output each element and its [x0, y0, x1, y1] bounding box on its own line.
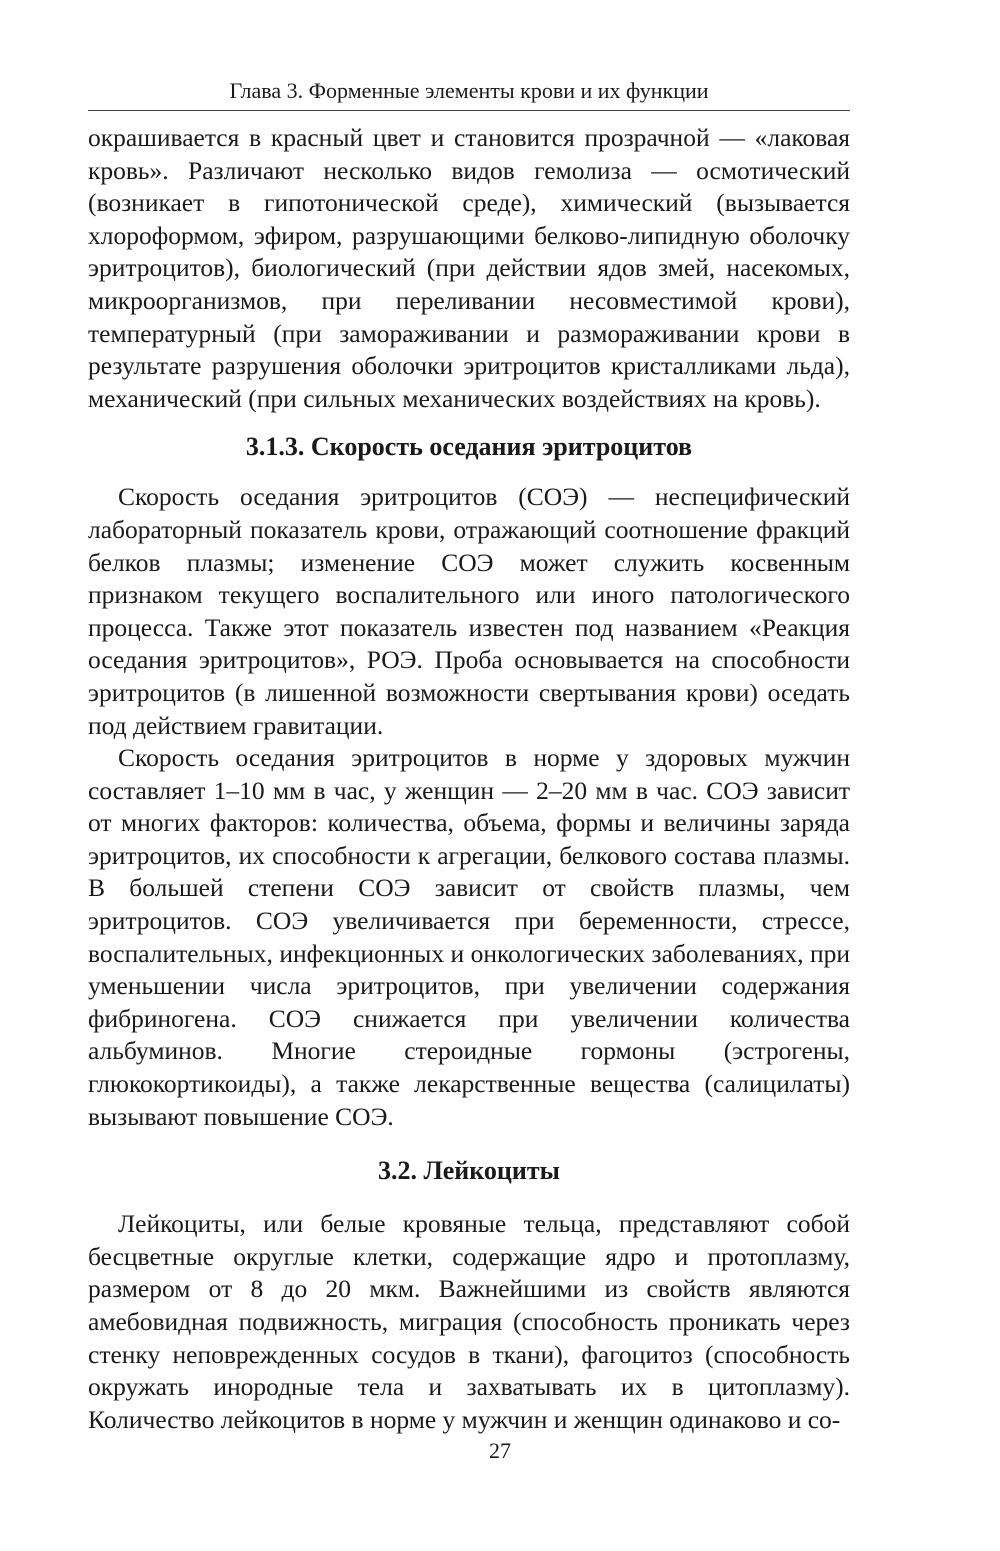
running-header: Глава 3. Форменные элементы крови и их функции	[229, 78, 709, 103]
paragraph-hemolysis-types: окрашивается в красный цвет и становится прозрачной — «лаковая кровь». Различают несколько видов гемолиза — осмотический (возникает в гипотонической среде), химический (вызывается хлороформом, эфиром, разрушающими белково-липидную оболочку эритроцитов), биологический (при действии ядов змей, насекомых, микроорганизмов, при переливании несовместимой крови), температурный (при замораживании и размораживании крови в результате разрушения оболочки эритроцитов кристалликами льда), механический (при сильных механических воздействиях на кровь).	[88, 123, 850, 413]
header-rule	[88, 110, 850, 111]
section-heading-3-1-3: 3.1.3. Скорость оседания эритроцитов	[245, 432, 693, 462]
page-body	[88, 122, 850, 1436]
paragraph-esr-definition: Скорость оседания эритроцитов (СОЭ) — неспецифический лабораторный показатель крови, отражающий соотношение фракций белков плазмы; изменение СОЭ может служить косвенным признаком текущего воспалительного или иного патологического процесса. Также этот показатель известен под названием «Реакция оседания эритроцитов», РОЭ. Проба основывается на способности эритроцитов (в лишенной возможности свертывания крови) оседать под действием гравитации.	[88, 482, 850, 740]
paragraph-esr-norms: Скорость оседания эритроцитов в норме у здоровых мужчин составляет 1–10 мм в час, у женщин — 2–20 мм в час. СОЭ зависит от многих факторов: количества, объема, формы и величины заряда эритроцитов, их способности к агрегации, белкового состава плазмы. В большей степени СОЭ зависит от свойств плазмы, чем эритроцитов. СОЭ увеличивается при беременности, стрессе, воспалительных, инфекционных и онкологических заболеваниях, при уменьшении числа эритроцитов, при увеличении содержания фибриногена. СОЭ снижается при увеличении количества альбуминов. Многие стероидные гормоны (эстрогены, глюкокортикоиды), а также лекарственные вещества (салицилаты) вызывают повышение СОЭ.	[88, 743, 850, 1131]
section-heading-3-2: 3.2. Лейкоциты	[378, 1156, 560, 1186]
page-number: 27	[489, 1438, 511, 1463]
paragraph-leukocytes: Лейкоциты, или белые кровяные тельца, представляют собой бесцветные округлые клетки, содержащие ядро и протоплазму, размером от 8 до 20 мкм. Важнейшими из свойств являются амебовидная подвижность, миграция (способность проникать через стенку неповрежденных сосудов в ткани), фагоцитоз (способность окружать инородные тела и захватывать их в цитоплазму). Количество лейкоцитов в норме у мужчин и женщин одинаково и со-	[88, 1209, 850, 1434]
